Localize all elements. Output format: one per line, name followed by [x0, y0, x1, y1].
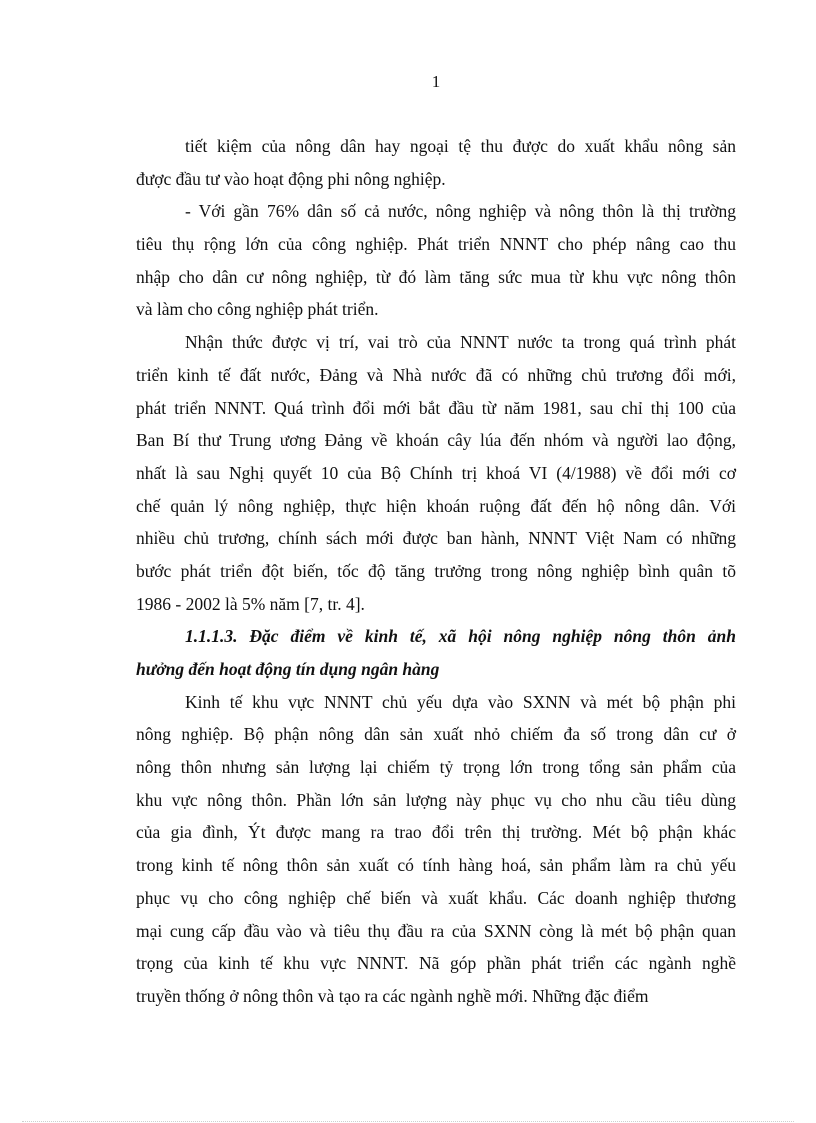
paragraph-line: và làm cho công nghiệp phát triển. — [136, 299, 379, 320]
section-heading: 1.1.1.3. Đặc điểm về kinh tế, xã hội nông nghiệp nông thôn ảnh — [185, 626, 736, 647]
paragraph-line: Nhận thức được vị trí, vai trò của NNNT nước ta trong quá trình phát — [185, 332, 736, 353]
paragraph-line: nông nghiệp. Bộ phận nông dân sản xuất nhỏ chiếm đa số trong dân cư ở — [136, 724, 736, 745]
paragraph-line: triển kinh tế đất nước, Đảng và Nhà nước đã có những chủ trương đổi mới, — [136, 364, 736, 385]
paragraph-line: trọng của kinh tế khu vực NNNT. Nã góp phần phát triển các ngành nghề — [136, 953, 736, 974]
page-bottom-divider — [22, 1121, 794, 1122]
paragraph-line: chế quản lý nông nghiệp, thực hiện khoán ruộng đất đến hộ nông dân. Với — [136, 495, 736, 516]
paragraph-line: phát triển NNNT. Quá trình đổi mới bắt đầu từ năm 1981, sau chỉ thị 100 của — [136, 397, 736, 418]
paragraph-line: mại cung cấp đầu vào và tiêu thụ đầu ra của SXNN còng là mét bộ phận quan — [136, 920, 736, 941]
paragraph-line: của gia đình, Ýt được mang ra trao đổi trên thị trường. Mét bộ phận khác — [136, 822, 736, 843]
paragraph-line: tiêu thụ rộng lớn của công nghiệp. Phát triển NNNT cho phép nâng cao thu — [136, 234, 736, 255]
paragraph-line: truyền thống ở nông thôn và tạo ra các ngành nghề mới. Những đặc điểm — [136, 985, 649, 1006]
paragraph-line: tiết kiệm của nông dân hay ngoại tệ thu được do xuất khẩu nông sản — [185, 136, 736, 156]
paragraph-line: nhiều chủ trương, chính sách mới được ban hành, NNNT Việt Nam có những — [136, 528, 736, 549]
paragraph-line: nông thôn nhưng sản lượng lại chiếm tỷ trọng lớn trong tổng sản phẩm của — [136, 757, 736, 778]
paragraph-line: bước phát triển đột biến, tốc độ tăng trưởng trong nông nghiệp bình quân tõ — [136, 560, 736, 581]
page-number: 1 — [431, 72, 441, 91]
body-text — [136, 130, 736, 1013]
paragraph-line: phục vụ cho công nghiệp chế biến và xuất khẩu. Các doanh nghiệp thương — [136, 887, 736, 908]
paragraph-line: Ban Bí thư Trung ương Đảng về khoán cây lúa đến nhóm và người lao động, — [136, 430, 736, 451]
paragraph-line: Kinh tế khu vực NNNT chủ yếu dựa vào SXNN và mét bộ phận phi — [185, 691, 736, 712]
paragraph-line: trong kinh tế nông thôn sản xuất có tính hàng hoá, sản phẩm làm ra chủ yếu — [136, 855, 736, 876]
paragraph-line: 1986 - 2002 là 5% năm [7, tr. 4]. — [136, 593, 365, 614]
paragraph-line: - Với gần 76% dân số cả nước, nông nghiệp và nông thôn là thị trường — [185, 201, 736, 222]
paragraph-line: được đầu tư vào hoạt động phi nông nghiệp. — [136, 168, 446, 189]
paragraph-line: nhập cho dân cư nông nghiệp, từ đó làm tăng sức mua từ khu vực nông thôn — [136, 266, 736, 287]
section-heading: hưởng đến hoạt động tín dụng ngân hàng — [136, 659, 440, 679]
paragraph-line: nhất là sau Nghị quyết 10 của Bộ Chính trị khoá VI (4/1988) về đổi mới cơ — [136, 462, 736, 483]
paragraph-line: khu vực nông thôn. Phần lớn sản lượng này phục vụ cho nhu cầu tiêu dùng — [136, 789, 736, 810]
